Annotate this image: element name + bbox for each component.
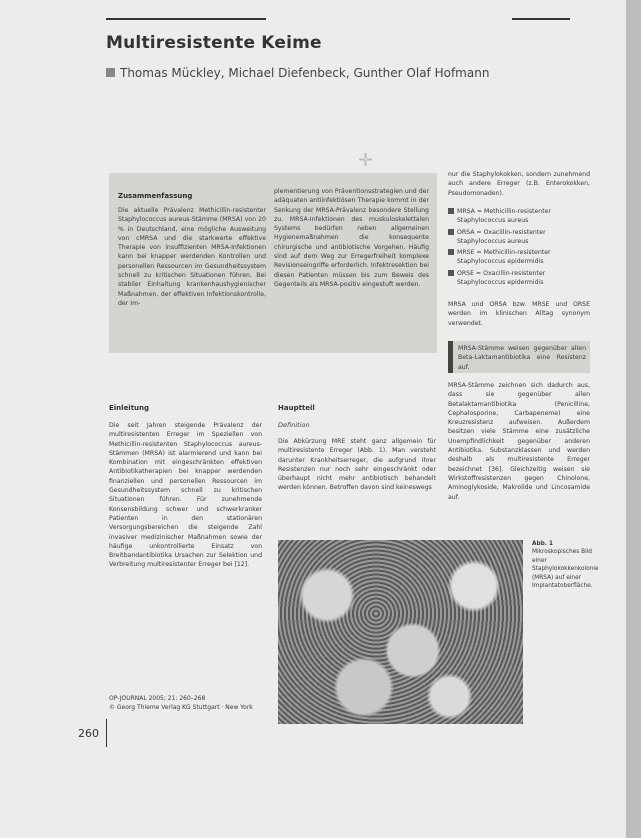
list-item-text: MRSA = Methicillin-resistenter Staphylococcus aureus	[457, 208, 551, 225]
abbreviation-note: MRSA und ORSA bzw. MRSE und ORSE werden im klinischen Alltag synonym verwendet.	[448, 301, 590, 327]
definition-text: Die Abkürzung MRE steht ganz allgemein für multiresistente Erreger (Abb. 1). Man versteht darunter Krankheitserreger, die aufgrund ihrer Resistenzen nur noch sehr eingeschränkt oder überhaupt nicht mehr antibiotisch behandelt werden können. Betroffen davon sind keineswegs	[278, 438, 436, 492]
micrograph-image	[278, 540, 523, 724]
top-rule-right	[512, 18, 570, 20]
footer-publisher: © Georg Thieme Verlag KG Stuttgart · New York	[109, 703, 253, 711]
list-item	[448, 269, 590, 288]
abbreviation-list	[448, 207, 590, 289]
callout-text: MRSA-Stämme weisen gegenüber allen Beta-Laktamantibiotika eine Resistenz auf.	[458, 345, 586, 371]
bullet-square-icon	[448, 249, 454, 255]
figure-caption-text: Mikroskopisches Bild einer Staphylokokkenkolonie (MRSA) auf einer Implantatoberfläche.	[532, 549, 599, 590]
page-number: 260	[78, 727, 99, 740]
bullet-square-icon	[448, 208, 454, 214]
list-item	[448, 248, 590, 267]
bullet-square-icon	[448, 229, 454, 235]
list-item-text: ORSA = Oxacillin-resistenter Staphylococcus aureus	[457, 228, 546, 245]
list-item	[448, 207, 590, 226]
top-rule-left	[106, 18, 266, 20]
right-column-intro: nur die Staphylokokken, sondern zunehmend auch andere Erreger (z.B. Enterokokken, Pseudomonaden).	[448, 171, 590, 197]
page-number-rule	[106, 719, 107, 747]
list-item-text: ORSE = Oxacillin-resistenter Staphylococcus epidermidis	[457, 269, 546, 287]
definition-subheading: Definition	[278, 421, 310, 429]
abstract-box	[109, 173, 437, 353]
bullet-square-icon	[448, 270, 454, 276]
list-item-text: MRSE = Methicillin-resistenter Staphylococcus epidermidis	[457, 249, 551, 266]
intro-heading: Einleitung	[109, 404, 150, 412]
callout-bar	[448, 341, 453, 373]
abstract-column-1: Die aktuelle Prävalenz Methicillin-resistenter Staphylococcus aureus-Stämme (MRSA) von 20 % in Deutschland, eine mögliche Ausweitung von cMRSA und die starkwerte effektive Therapie von insuffizienten MRSA-Infektionen kann bei knapper werdenden Kontrollen und personellen Ressourcen im Gesundheitssystem schnell zu kritischen Situationen führen. Bei stabiler Einhaltung krankenhaushygienischer Maßnahmen, der effektiven Infektionskontrolle, der Im-	[118, 207, 266, 307]
author-line	[106, 66, 489, 80]
callout-box	[448, 341, 590, 373]
figure-caption-label: Abb. 1	[532, 541, 554, 547]
main-heading: Hauptteil	[278, 404, 315, 412]
list-item	[448, 228, 590, 247]
figure-caption	[532, 540, 598, 590]
article-title: Multiresistente Keime	[106, 33, 322, 53]
authors-text: Thomas Mückley, Michael Diefenbeck, Gunther Olaf Hofmann	[120, 66, 490, 80]
footer-citation: OP-JOURNAL 2005; 21: 260–268	[109, 695, 206, 702]
author-square-icon	[106, 68, 115, 77]
abstract-heading: Zusammenfassung	[118, 192, 193, 200]
intro-text: Die seit Jahren steigende Prävalenz der multiresistenten Erreger im Speziellen von Methicillin-resistenten Staphylococcus aureus-Stämmen (MRSA) ist alarmierend und kann bei Kombination mit eingeschränkten effektiven Antibiotikatherapien bei knapper werdenden finanziellen und personellen Ressourcen im Gesundheitssystem schnell zu kritischen Situationen führen. Für zunehmende Konsensbildung schwer und schwerkranker Patienten in den stationären Versorgungsbereichen die steigende Zahl invasiver medizinischer Maßnahmen sowie der häufige unkontrollierte Einsatz von Breitbandantibiotika Ursachen zur Selektion und Verbreitung multiresistenter Erreger bei [12].	[109, 422, 262, 569]
abstract-column-2: plementierung von Präventionsstrategien und der adäquaten antiinfektiösen Therapie kommt in der Senkung der MRSA-Prävalenz besondere Stellung zu. MRSA-Infektionen des muskuloskelettalen Systems bedürfen neben allgemeinen Hygienemaßnahmen die konsequente chirurgische und antibiotische Vorgehen. Häufig sind auf dem Weg zur Erregerfreiheit komplexe Revisionseingriffe erforderlich. Infektresektion bei diesen Patienten müssen bis zum Beweis des Gegenteils als MRSA-positiv eingestuft werden.	[274, 188, 429, 288]
cross-mark-icon: ✛	[358, 150, 374, 171]
journal-footer	[109, 695, 253, 712]
page-edge-shadow	[626, 0, 641, 838]
right-column-body: MRSA-Stämme zeichnen sich dadurch aus, dass sie gegenüber allen Betalaktamantibiotika (Penicilline, Cephalosporine, Carbapeneme) eine Kreuzresistenz aufweisen. Außerdem besitzen viele Stämme eine zusätzliche Unempfindlichkeit gegenüber anderen Antibiotika. Substanzklassen und werden deshalb als multiresistente Erreger bezeichnet [36]. Gleichzeitig weisen sie Wirkstoffresistenzen gegen Chinolone, Aminoglykoside, Makrolide und Lincosamide auf.	[448, 382, 590, 501]
